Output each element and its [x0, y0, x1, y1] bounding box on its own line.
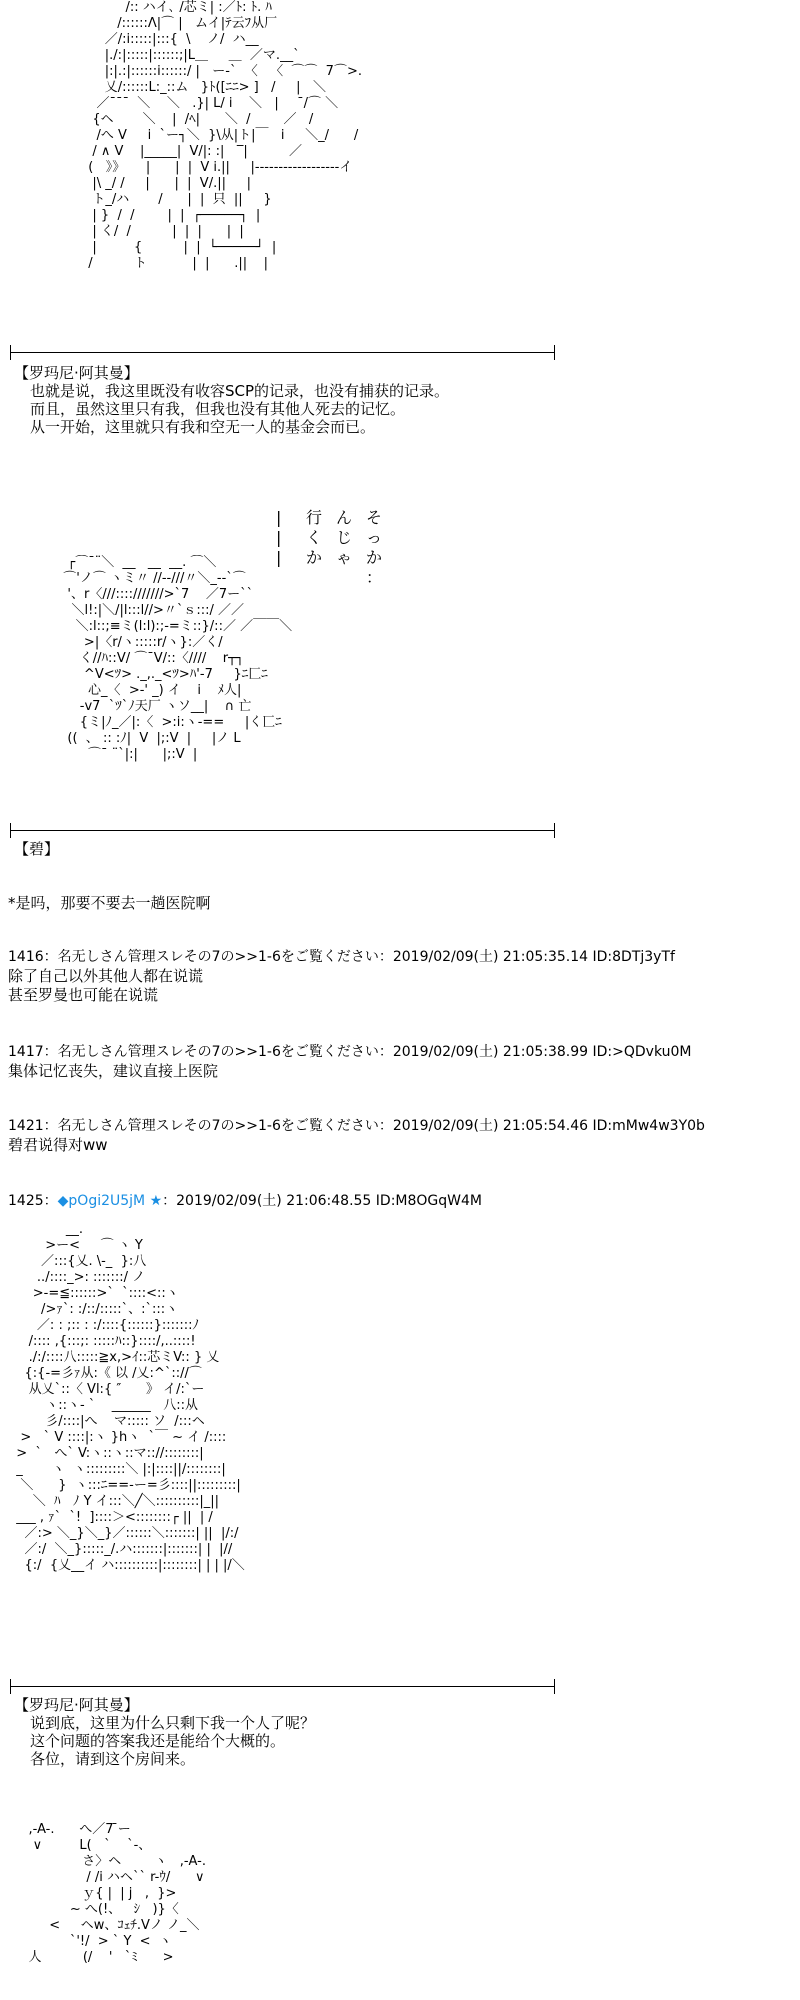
- vertical-speech-border: | | |: [276, 508, 282, 567]
- divider-2: [10, 830, 555, 831]
- divider-1: [10, 352, 555, 353]
- ascii-art-romani-2: __. >ー< ⌒ ヽ Y ／:::{乂. \-_ }:八 ../::::_>: :::::::/ ノ >-=≦::::::>` `::::<::ヽ />ｧ`: :/::/:::::`、:`:::ヽ ／: : ;:: : :/::::{::::::}:::::::ﾉ /:::: ,{:::;: :::::ﾊ::}::::/,..::::! ./:/::::八:::::≧x,>ｲ::芯ミV:: } 乂 {:{-=彡ｧ从:《 以 /乂:^`:://⌒ 从乂`::〈 Vl:{ ″ 》 イ/:`ー ヽ::ヽ- ` ______ 八::从 彡/::::|へ マ::::: ソ /:::ヘ > ` V ::::|:ヽ }hヽ `￣ ~ イ /:::: > ` へ` V:ヽ::ヽ::マ:://::::::::| _ ヽ ヽ:::::::::＼ |:|::::||/::::::::| ＼ } ヽ:::ﾆ==-ー=彡::::||:::::::::| ＼ ﾊ ﾉ Y イ:::＼╱＼::::::::::|_|| ___ , ｧ` `! ]::::＞<::::::::┌ || | / ／:> ＼_}＼_}／::::::＼:::::::| || |/:/ ／:/ ＼_}:::::_/.ハ:::::::|:::::::| | |// {:/ {乂__イ ハ::::::::::|::::::::| | | |/＼: [16, 1222, 245, 1573]
- post-1421: [8, 1117, 705, 1155]
- dialog-romani-2: [14, 1696, 315, 1768]
- ascii-art-final: ,-A-. へ／7 ̄ー ∨ L( ` `-、 さ〉ヘ ヽ ,-A-. / /i ハヘ`` r-ｳ/ ∨ ｙ{ | | j , }> ~ へ(!、 ｼ )}〈 < ヘw、ｺｪﾁ.Vノ ノ_＼ `'!/ > ` Y < ヽ 人 (/ ' `ﾐ >: [28, 1822, 206, 1965]
- dialog-line: 而且，虽然这里只有我，但我也没有其他人死去的记忆。: [30, 400, 406, 418]
- dialog-line: 各位，请到这个房间来。: [30, 1750, 196, 1768]
- narration-text: *是吗，那要不要去一趟医院啊: [8, 894, 211, 912]
- vertical-speech-col: ん じ ゃ: [336, 508, 353, 567]
- post-header: 1416：名无しさん管理スレその7の>>1-6をご覧ください：2019/02/09(土) 21:05:35.14 ID:8DTj3yTf: [8, 949, 675, 965]
- post-body-line: 除了自己以外其他人都在说谎: [8, 967, 204, 985]
- ascii-art-romani-1: /:: ハイ､ /芯ミ| :／ﾄ: ﾄ. ﾊ /::::::Λ|⌒ | ムイ|ﾃ云ﾌ从厂 ／/:i:::::|:::{ \ ノ/ ハ__ |./:|:::::|::::::;|L＿ ＿ ／マ.__` |:|.:|::::::i::::::/ | ー-` 〈 〈 ⌒⌒ 7⌒>. 乂/::::::L:_::ム }ﾄ([ﾆﾆ> ] / | ＼ ／¯¯¯ ＼ ＼ .}| L/ i ＼ | ̄/⌒ ＼ {ヘ ＼ | /ﾍ| ＼ / ／ / /へ V i `ー┐＼ }\从|ト|￣ i ＼_/ / / ∧ V |_____| V/|: :| ‾| ／ ( 》》 | | | V i.|| |------------------イ |\ _/ / | | | V/.|| | ト_/ハ / | | 只 || } | } / / | | ┌─────┐ | | く/ / | | | | | | { | | └─────┘ | / ト | | .|| |: [88, 0, 362, 271]
- op-trip-link[interactable]: ◆pOgi2U5jM ★: [57, 1193, 163, 1209]
- post-header: [8, 1192, 482, 1211]
- dialog-romani-1: [14, 364, 449, 436]
- ascii-art-bi: ┌⌒¯¨＼ __ __ __. ⌒＼ ⌒'ノ⌒ ヽミ〃 //--///〃＼_--`⌒ '、r〈///::::///////>`7 ／7ー`` ＼l!:|＼/|l:::l//>〃`ｓ:::/ ／／ ＼:l::;≡ミ(l:l):;-=ミ::}/::／ ／￣￣＼ >|〈r/ヽ:::::r/ヽ}:／く/ く//ﾊ::V/ ⌒¯V/::〈//// r┬┐ ^V<ﾂ> ._,._<ﾂ>ﾊ'-7 }ﾆ匚ﾆ 心_〈 >-' _) イ i ﾒ人| -v7 `ﾂ`ﾉ天厂 ヽソ__| ∩ 亡 {ミ|ﾉ_／|:〈 >:i:ヽ-== |く匸ﾆ (( 、 :: :ﾉ| V |;:V | |ノ L ⌒¯ ¨`|:| |;:V |: [63, 555, 293, 762]
- speaker-label: 【碧】: [14, 840, 60, 858]
- dialog-line: 也就是说，我这里既没有收容SCP的记录，也没有捕获的记录。: [30, 382, 450, 400]
- post-header: 1417：名无しさん管理スレその7の>>1-6をご覧ください：2019/02/09(土) 21:05:38.99 ID:>QDvku0M: [8, 1044, 692, 1060]
- post-1425-header: [8, 1192, 482, 1211]
- post-number: 1425：: [8, 1193, 58, 1209]
- post-header: 1421：名无しさん管理スレその7の>>1-6をご覧ください：2019/02/09(土) 21:05:54.46 ID:mMw4w3Y0b: [8, 1118, 705, 1134]
- divider-3: [10, 1686, 555, 1687]
- vertical-speech-col: そ っ か ：: [366, 508, 383, 587]
- dialog-line: 从一开始，这里就只有我和空无一人的基金会而已。: [30, 418, 376, 436]
- dialog-bi: [14, 840, 59, 858]
- dialog-line: 说到底，这里为什么只剩下我一个人了呢？: [30, 1714, 316, 1732]
- post-body-line: 集体记忆丧失，建议直接上医院: [8, 1062, 219, 1080]
- speaker-label: 【罗玛尼·阿其曼】: [14, 1696, 139, 1714]
- post-meta: ：2019/02/09(土) 21:06:48.55 ID:M8OGqW4M: [162, 1193, 482, 1209]
- post-1417: [8, 1043, 692, 1081]
- vertical-speech-col: 行 く か: [306, 508, 323, 567]
- post-body-line: 碧君说得对ww: [8, 1136, 108, 1154]
- post-body-line: 甚至罗曼也可能在说谎: [8, 986, 159, 1004]
- speaker-label: 【罗玛尼·阿其曼】: [14, 364, 139, 382]
- post-1416: [8, 948, 675, 1005]
- dialog-line: 这个问题的答案我还是能给个大概的。: [30, 1732, 286, 1750]
